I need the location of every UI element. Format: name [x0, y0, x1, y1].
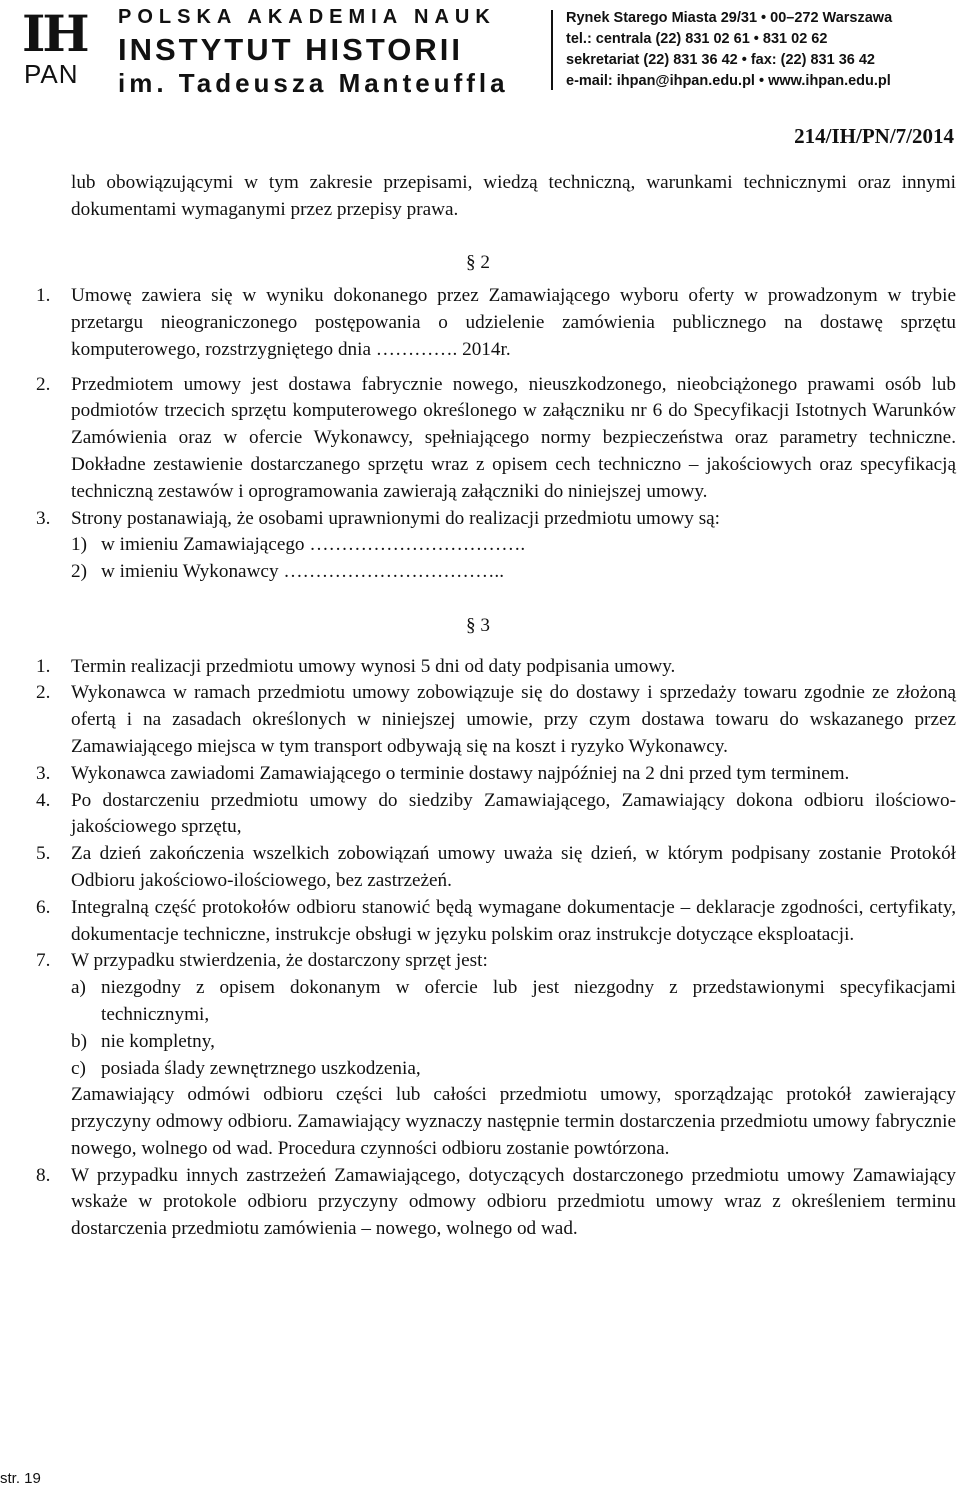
contact-block [566, 8, 956, 92]
letterhead [0, 0, 960, 100]
list-item: 1. Umowę zawiera się w wyniku dokonanego przez Zamawiającego wyboru oferty w prowadzonym w trybie przetargu nieograniczonego postępowania o udzielenie zamówienia publicznego na dostawę sprzętu komputerowego, rozstrzygniętego dnia …………. 2014r. [36, 285, 956, 360]
sub-item: 2) w imieniu Wykonawcy …………………………….. [71, 561, 504, 583]
contact-address: Rynek Starego Miasta 29/31 • 00–272 Warszawa [566, 10, 893, 26]
org-line-1: POLSKA AKADEMIA NAUK [118, 6, 496, 28]
sub-item: c) posiada ślady zewnętrznego uszkodzenia, [71, 1057, 421, 1079]
list-item: 5. Za dzień zakończenia wszelkich zobowiązań umowy uważa się dzień, w którym podpisany zostanie Protokół Odbioru jakościowo-ilościowego, bez zastrzeżeń. [36, 843, 956, 891]
institute-logo: IH PAN [22, 4, 87, 89]
org-line-2: INSTYTUT HISTORII [118, 32, 463, 67]
contact-email: e-mail: ihpan@ihpan.edu.pl • www.ihpan.edu.pl [566, 73, 891, 89]
list-item: 3. Strony postanawiają, że osobami uprawnionymi do realizacji przedmiotu umowy są: [36, 507, 721, 529]
sub-item: 1) w imieniu Zamawiającego ……………………………. [71, 534, 526, 556]
document-number: 214/IH/PN/7/2014 [794, 124, 954, 148]
intro-paragraph: lub obowiązującymi w tym zakresie przepisami, wiedzą techniczną, warunkami technicznymi oraz innymi dokumentami wymaganymi przez przepisy prawa. [71, 172, 956, 220]
list-item: 4. Po dostarczeniu przedmiotu umowy do siedziby Zamawiającego, Zamawiający dokona odbioru ilościowo-jakościowego sprzętu, [36, 789, 956, 838]
list-item: 2. Wykonawca w ramach przedmiotu umowy zobowiązuje się do dostawy i sprzedaży towaru zgodnie ze złożoną ofertą i na zasadach określonych w niniejszej umowie, przy czym dostawa towaru do wskazanego przez Zamawiającego miejsca w tym transport odbywają się na koszt i ryzyko Wykonawcy. [36, 682, 956, 757]
contact-phone: tel.: centrala (22) 831 02 61 • 831 02 62 [566, 31, 828, 47]
list-item: 2. Przedmiotem umowy jest dostawa fabrycznie nowego, nieuszkodzonego, nieobciążonego prawami osób lub podmiotów trzecich sprzętu komputerowego określonego w załączniku nr 6 do Specyfikacji Istotnych Warunków Zamówienia oraz w ofercie Wykonawcy, spełniającego normy bezpieczeństwa oraz parametry techniczne. Dokładne zestawienie dostarczanego sprzętu wraz z opisem cech techniczno – jakościowych oraz specyfikacją techniczną zestawów i oprogramowania zawierają załączniki do niniejszej umowy. [36, 373, 956, 502]
document-body [0, 170, 960, 1243]
section-heading-3: § 3 [466, 614, 490, 636]
sub-item: a) niezgodny z opisem dokonanym w ofercie lub jest niezgodny z przedstawionymi specyfikacjami technicznymi, [71, 977, 956, 1025]
sub-item: b) nie kompletny, [71, 1030, 215, 1052]
item7-tail-paragraph: Zamawiający odmówi odbioru części lub całości przedmiotu umowy, sporządzając protokół zawierający przyczyny odmowy odbioru. Zamawiający wyznaczy następnie termin dostarczenia przedmiotu umowy fabrycznie nowego, wolnego od wad. Procedura czynności odbioru zostanie powtórzona. [71, 1084, 956, 1159]
org-line-3: im. Tadeusza Manteuffla [118, 68, 509, 98]
list-item: 7. W przypadku stwierdzenia, że dostarczony sprzęt jest: [36, 950, 488, 972]
section-heading-2: § 2 [466, 252, 490, 274]
contact-secretariat: sekretariat (22) 831 36 42 • fax: (22) 831 36 42 [566, 52, 875, 68]
header-divider [551, 10, 553, 90]
institute-name [118, 6, 538, 98]
list-item: 6. Integralną część protokołów odbioru stanowić będą wymagane dokumentacje – deklaracje zgodności, certyfikaty, dokumentacje techniczne, instrukcje obsługi w języku polskim oraz instrukcje dotyczące eksploatacji. [36, 896, 956, 945]
list-item: 8. W przypadku innych zastrzeżeń Zamawiającego, dotyczących dostarczonego przedmiotu umowy Zamawiający wskaże w protokole odbioru przyczyny odmowy odbioru przedmiotu umowy wraz z określeniem terminu dostarczenia przedmiotu zamówienia – nowego, wolnego od wad. [36, 1164, 956, 1240]
page-number: str. 19 [0, 1470, 41, 1487]
list-item: 3. Wykonawca zawiadomi Zamawiającego o terminie dostawy najpóźniej na 2 dni przed tym terminem. [36, 762, 850, 784]
list-item: 1. Termin realizacji przedmiotu umowy wynosi 5 dni od daty podpisania umowy. [36, 655, 676, 677]
